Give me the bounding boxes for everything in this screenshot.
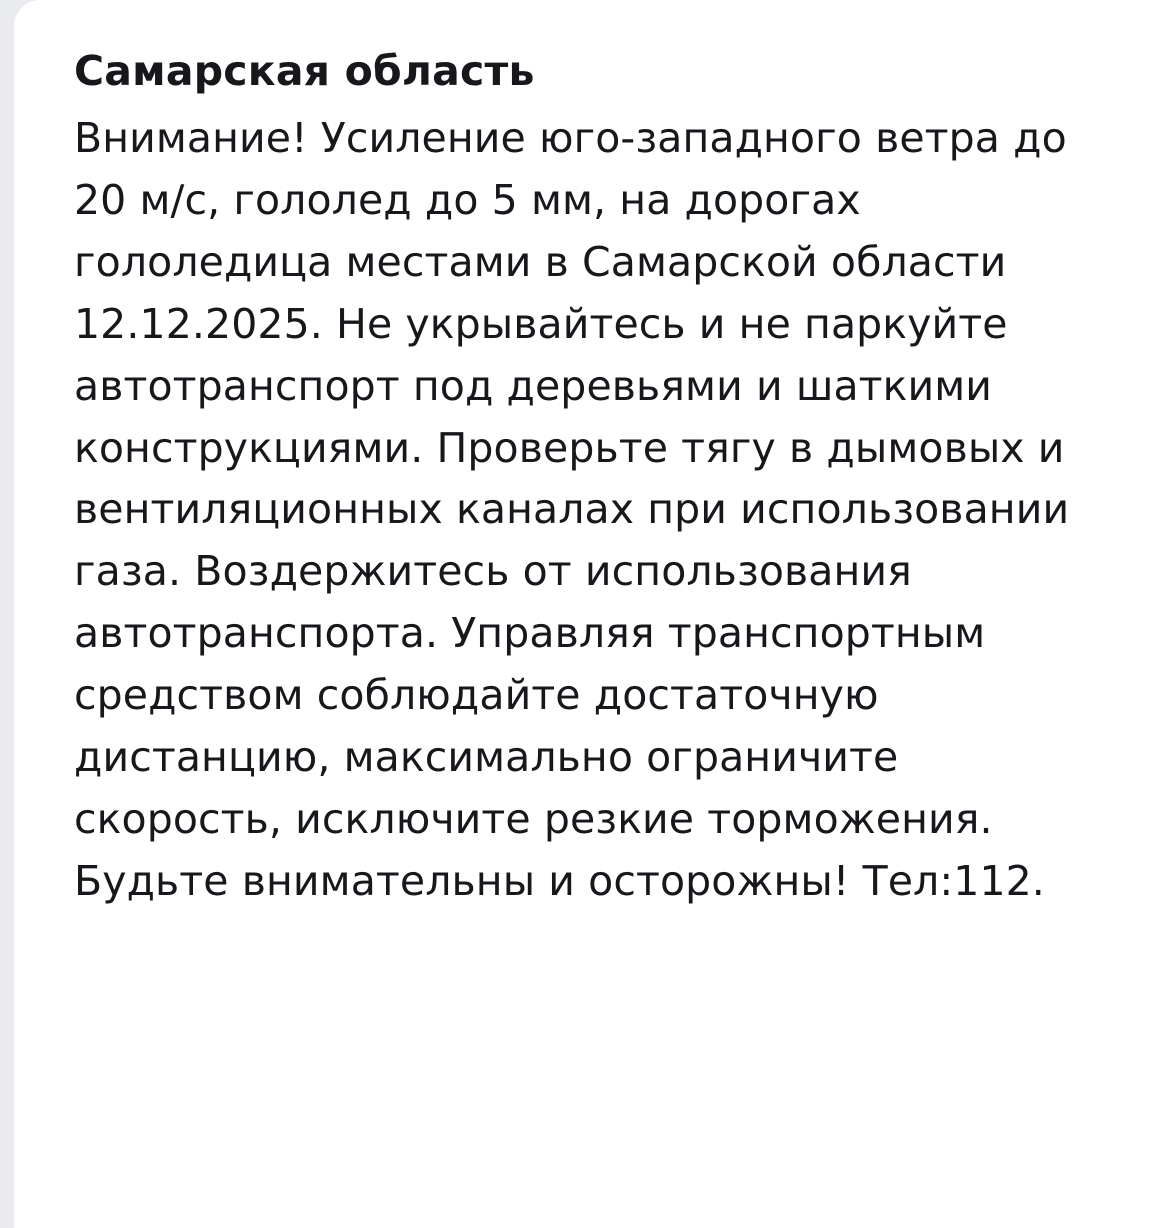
alert-region-title: Самарская область xyxy=(74,47,535,95)
alert-message-text: Внимание! Усиление юго-западного ветра до 20 м/с, гололед до 5 мм, на дорогах гололедица местами в Самарской области 12.12.2025. Не укрывайтесь и не паркуйте автотранспорт под деревьями и шаткими конструкциями. Проверьте тягу в дымовых и вентиляционных каналах при использовании газа. Воздержитесь от использования автотранспорта. Управляя транспортным средством соблюдайте достаточную дистанцию, максимально ограничите скорость, исключите резкие торможения. Будьте внимательны и осторожны! Тел:112. xyxy=(74,114,1070,905)
alert-message-card xyxy=(14,0,1170,1228)
